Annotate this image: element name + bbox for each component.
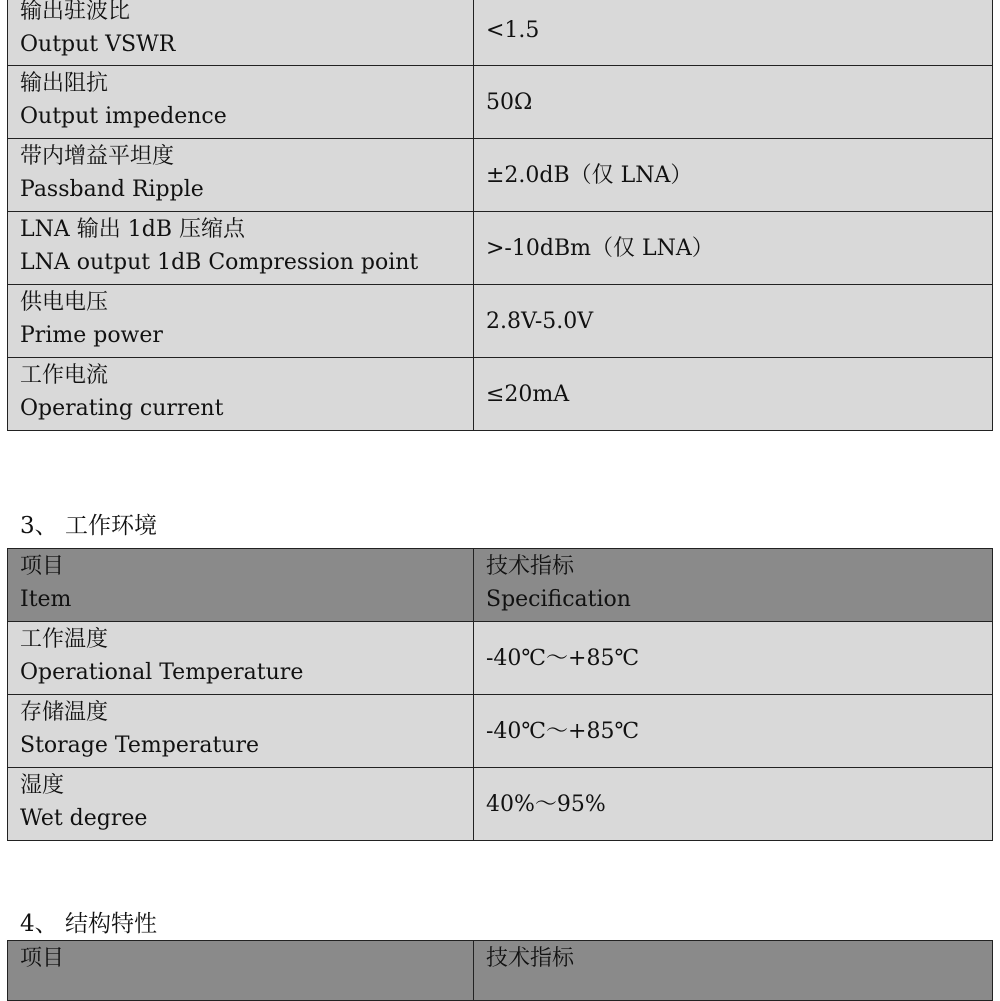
param-cell — [8, 285, 474, 358]
param-name-zh: 输出驻波比 — [20, 0, 131, 24]
header-item-zh: 项目 — [20, 554, 65, 579]
value-cell: 40%～95% — [474, 768, 993, 841]
param-name-zh: 输出阻抗 — [20, 71, 109, 96]
table-row — [8, 358, 993, 431]
param-name-en: Operational Temperature — [20, 660, 304, 685]
table-row — [8, 66, 993, 139]
param-cell — [8, 0, 474, 66]
param-cell — [8, 695, 474, 768]
param-name-en: Output impedence — [20, 104, 227, 129]
header-item-en: Item — [20, 587, 72, 612]
param-name-en: Operating current — [20, 396, 224, 421]
param-name-en: Passband Ripple — [20, 177, 204, 202]
header-cell-item — [8, 549, 474, 622]
table-row — [8, 622, 993, 695]
header-spec-zh: 技术指标 — [486, 946, 575, 971]
header-cell-item — [8, 941, 474, 1001]
param-cell — [8, 768, 474, 841]
value-cell: <1.5 — [474, 0, 993, 66]
header-spec-en: Specification — [486, 587, 631, 612]
param-name-zh: 带内增益平坦度 — [20, 144, 175, 169]
table-header-row — [8, 549, 993, 622]
param-name-zh: 供电电压 — [20, 290, 109, 315]
param-name-zh: 工作温度 — [20, 627, 109, 652]
param-name-en: Prime power — [20, 323, 163, 348]
table-row — [8, 285, 993, 358]
table-row — [8, 0, 993, 66]
value-cell: ±2.0dB（仅 LNA） — [474, 139, 993, 212]
header-item-zh: 项目 — [20, 946, 65, 971]
param-name-en: Output VSWR — [20, 32, 176, 57]
value-cell: ≤20mA — [474, 358, 993, 431]
param-name-en: Storage Temperature — [20, 733, 260, 758]
structure-spec-table — [7, 940, 993, 1001]
param-cell — [8, 212, 474, 285]
param-cell — [8, 358, 474, 431]
param-name-en: Wet degree — [20, 806, 148, 831]
param-name-zh: 湿度 — [20, 773, 65, 798]
environment-spec-table — [7, 548, 993, 841]
table-row — [8, 212, 993, 285]
value-cell: -40℃～+85℃ — [474, 695, 993, 768]
table-header-row — [8, 941, 993, 1001]
param-name-en: LNA output 1dB Compression point — [20, 250, 419, 275]
table-row — [8, 139, 993, 212]
param-cell — [8, 139, 474, 212]
value-cell: 2.8V-5.0V — [474, 285, 993, 358]
value-cell: -40℃～+85℃ — [474, 622, 993, 695]
param-cell — [8, 66, 474, 139]
table-row — [8, 768, 993, 841]
header-cell-spec — [474, 941, 993, 1001]
param-name-zh: LNA 输出 1dB 压缩点 — [20, 217, 245, 242]
section-heading-structure: 4、 结构特性 — [20, 911, 157, 937]
electrical-spec-table — [7, 0, 993, 431]
header-spec-zh: 技术指标 — [486, 554, 575, 579]
value-cell: >-10dBm（仅 LNA） — [474, 212, 993, 285]
section-heading-environment: 3、 工作环境 — [20, 513, 157, 539]
param-cell — [8, 622, 474, 695]
param-name-zh: 工作电流 — [20, 363, 109, 388]
param-name-zh: 存储温度 — [20, 700, 109, 725]
header-cell-spec — [474, 549, 993, 622]
table-row — [8, 695, 993, 768]
value-cell: 50Ω — [474, 66, 993, 139]
